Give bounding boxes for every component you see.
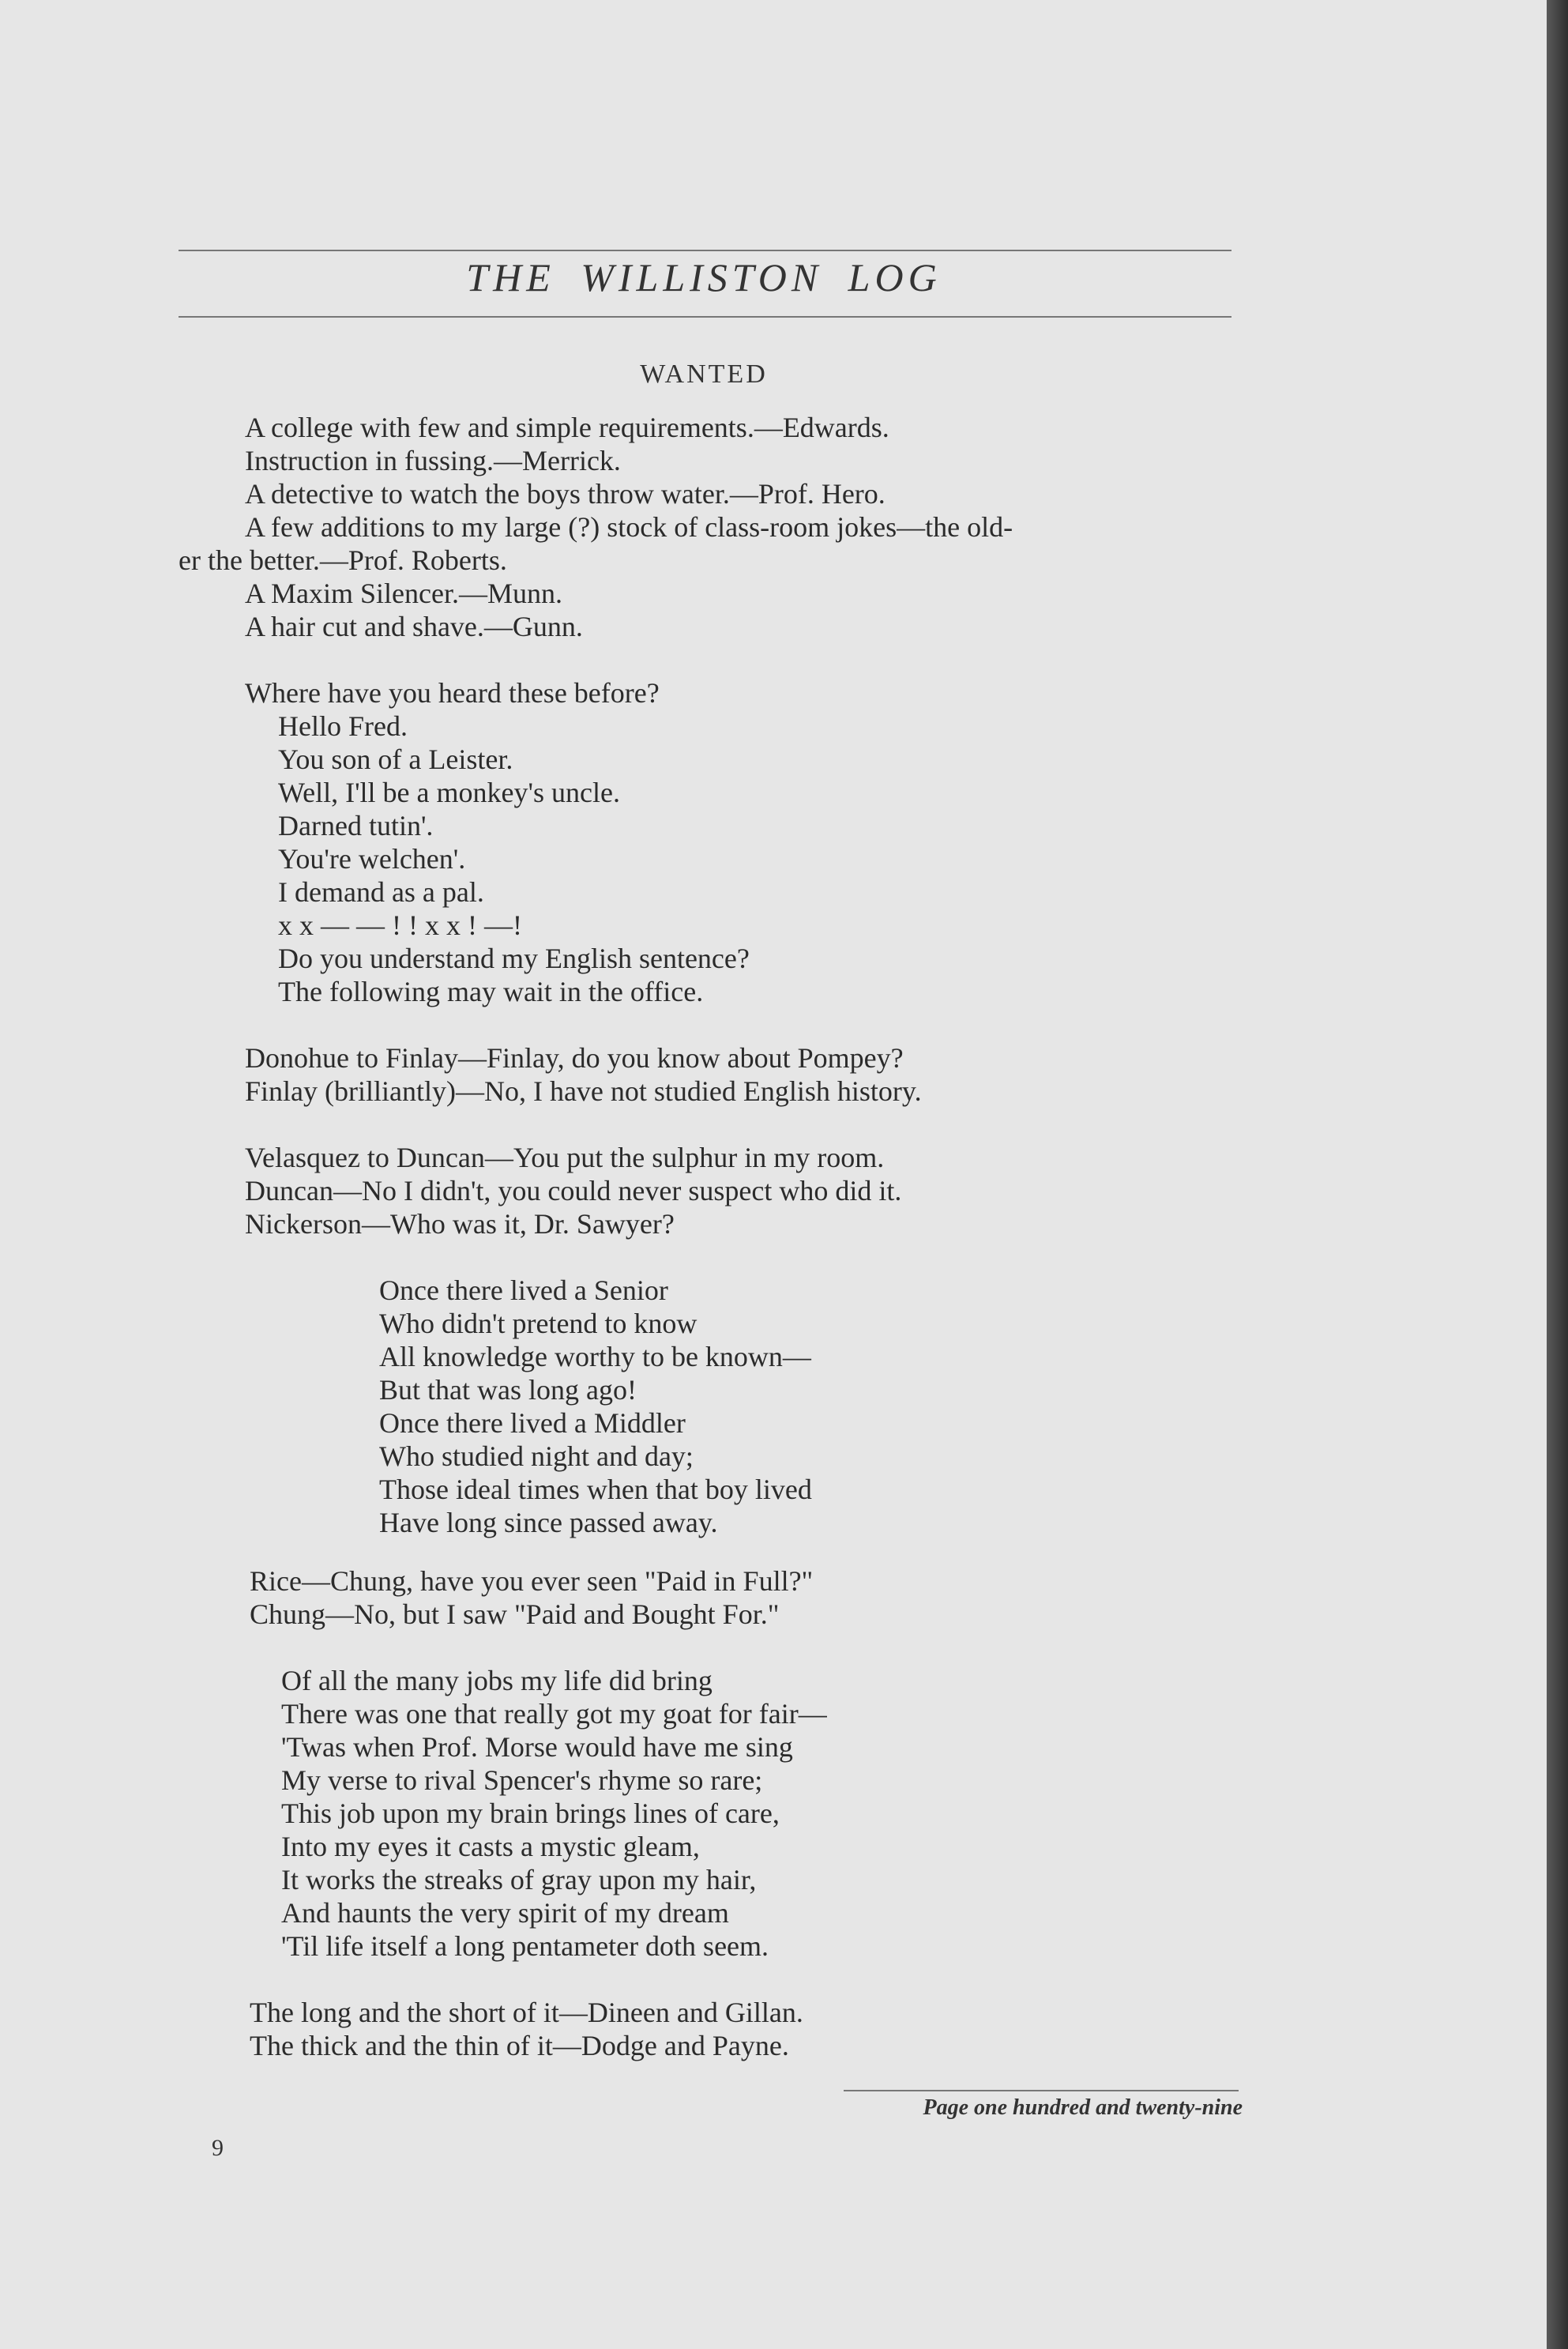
heard-line: You're welchen'. [278,843,466,875]
dialogue-line: Chung—No, but I saw "Paid and Bought For." [250,1598,780,1630]
wanted-line: A Maxim Silencer.—Munn. [245,578,562,609]
heard-line: Do you understand my English sentence? [278,943,750,974]
poem-line: 'Twas when Prof. Morse would have me sing [281,1731,793,1763]
dialogue-line: Velasquez to Duncan—You put the sulphur in my room. [245,1142,885,1173]
dialogue-line: Finlay (brilliantly)—No, I have not studied English history. [245,1075,922,1107]
dialogue-line: Rice—Chung, have you ever seen "Paid in Full?" [250,1565,814,1597]
header-bottom-rule [179,316,1231,318]
heard-question: Where have you heard these before? [245,677,660,709]
heard-line: I demand as a pal. [278,876,484,908]
poem-line: Who studied night and day; [379,1440,694,1472]
header-top-rule [179,250,1231,251]
poem-line: Of all the many jobs my life did bring [281,1665,713,1696]
poem-line: My verse to rival Spencer's rhyme so rare; [281,1764,763,1796]
poem-line: Once there lived a Senior [379,1274,668,1306]
poem-line: 'Til life itself a long pentameter doth seem. [281,1930,769,1962]
poem-line: All knowledge worthy to be known— [379,1341,811,1372]
poem-line: Who didn't pretend to know [379,1308,698,1339]
wanted-line: A hair cut and shave.—Gunn. [245,611,583,642]
wanted-line: er the better.—Prof. Roberts. [179,544,507,576]
poem-line: Once there lived a Middler [379,1407,686,1439]
dialogue-line: Nickerson—Who was it, Dr. Sawyer? [245,1208,675,1240]
heard-line: You son of a Leister. [278,743,513,775]
page-number-label: Page one hundred and twenty-nine [923,2095,1243,2120]
page-header-title: THE WILLISTON LOG [466,255,942,299]
wanted-line: A few additions to my large (?) stock of class-room jokes—the old- [245,511,1013,543]
dialogue-line: Duncan—No I didn't, you could never suspect who did it. [245,1175,902,1206]
signature-number: 9 [212,2135,224,2161]
wanted-heading: WANTED [640,360,768,389]
poem-line: Have long since passed away. [379,1507,718,1538]
poem-line: And haunts the very spirit of my dream [281,1897,729,1929]
poem-line: Into my eyes it casts a mystic gleam, [281,1831,700,1862]
poem-line: This job upon my brain brings lines of care, [281,1798,780,1829]
heard-line: Well, I'll be a monkey's uncle. [278,777,620,808]
footer-rule [844,2090,1239,2091]
heard-line: Darned tutin'. [278,810,434,841]
wanted-line: A college with few and simple requirements.—Edwards. [245,412,889,443]
closing-line: The thick and the thin of it—Dodge and Payne. [250,2030,789,2061]
page-edge-shadow [1547,0,1568,2349]
dialogue-line: Donohue to Finlay—Finlay, do you know about Pompey? [245,1042,904,1074]
poem-line: But that was long ago! [379,1374,637,1406]
heard-line: Hello Fred. [278,710,408,742]
poem-line: There was one that really got my goat for fair— [281,1698,827,1730]
poem-line: It works the streaks of gray upon my hair, [281,1864,757,1895]
poem-line: Those ideal times when that boy lived [379,1474,812,1505]
heard-line: x x — — ! ! x x ! —! [278,909,522,941]
wanted-line: A detective to watch the boys throw water.—Prof. Hero. [245,478,886,510]
closing-line: The long and the short of it—Dineen and Gillan. [250,1997,803,2028]
heard-line: The following may wait in the office. [278,976,704,1007]
wanted-line: Instruction in fussing.—Merrick. [245,445,621,476]
